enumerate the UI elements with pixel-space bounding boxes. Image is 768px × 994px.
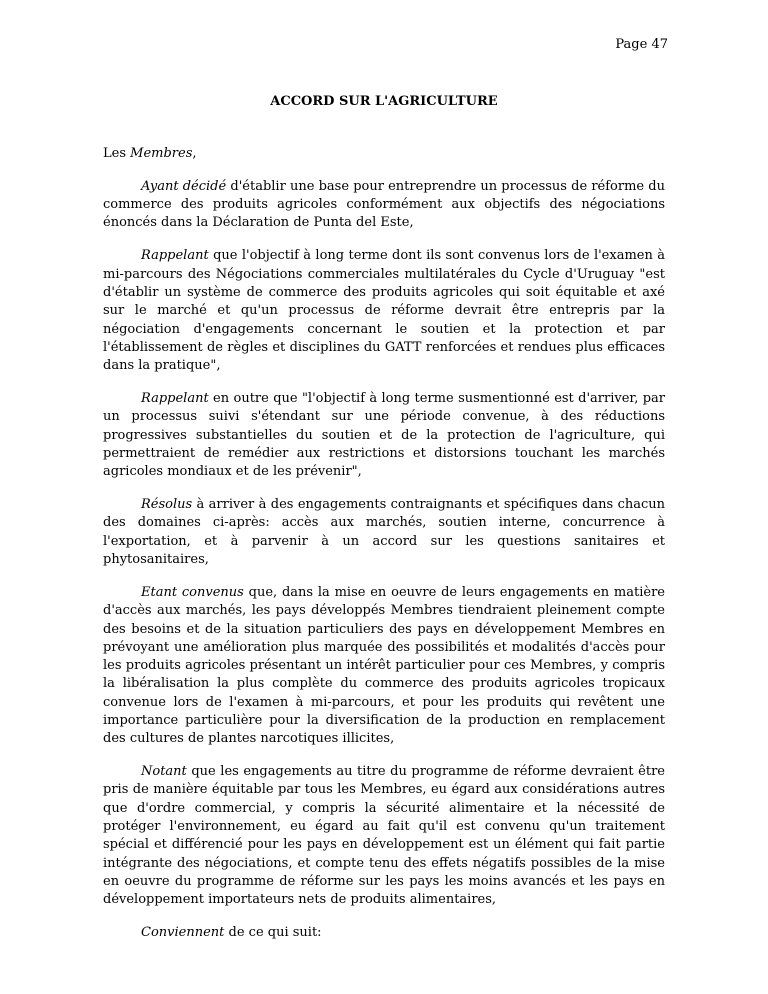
preamble-paragraph [103,496,665,569]
paragraph-text: de ce qui suit: [224,925,322,941]
preamble-paragraph [103,763,665,909]
paragraph-text: que l'objectif à long terme dont ils sont convenus lors de l'examen à mi-parcours des Négociations commerciales multilatérales du Cycle d'Uruguay "est d'établir un système de commerce des produits agricoles qui soit équitable et axé sur le marché et qu'un processus de réforme devrait être entrepris par la négociation d'engagements concernant le soutien et la protection et par l'établissement de règles et disciplines du GATT renforcées et rendues plus efficaces dans la pratique", [103,248,665,374]
document-title [0,94,768,109]
paragraph-keyword: Rappelant [141,391,209,407]
opening-keyword: Membres [130,146,193,161]
opening-suffix: , [192,146,197,161]
paragraph-text: à arriver à des engagements contraignants et spécifiques dans chacun des domaines ci-après: accès aux marchés, soutien interne, concurrence à l'exportation, et à parvenir à un accord sur les questions sanitaires et phytosanitaires, [103,497,665,568]
paragraph-keyword: Rappelant [141,248,209,264]
page-number: Page 47 [615,37,668,52]
preamble-paragraph [103,584,665,749]
paragraph-keyword: Résolus [141,497,193,513]
paragraph-keyword: Conviennent [141,925,225,941]
document-title-text: ACCORD SUR L'AGRICULTURE [270,94,498,109]
opening-line [103,145,665,163]
preamble-paragraph [103,247,665,375]
paragraph-text: que les engagements au titre du programme de réforme devraient être pris de manière équitable par tous les Membres, eu égard aux considérations autres que d'ordre commercial, y compris la sécurité alimentaire et la nécessité de protéger l'environnement, eu égard au fait qu'il est convenu qu'un traitement spécial et différencié pour les pays en développement est un élément qui fait partie intégrante des négociations, et compte tenu des effets négatifs possibles de la mise en oeuvre du programme de réforme sur les pays les moins avancés et les pays en développement importateurs nets de produits alimentaires, [103,764,665,908]
document-body [103,145,665,957]
paragraph-text: que, dans la mise en oeuvre de leurs engagements en matière d'accès aux marchés, les pays développés Membres tiendraient pleinement compte des besoins et de la situation particuliers des pays en développement Membres en prévoyant une amélioration plus marquée des possibilités et modalités d'accès pour les produits agricoles présentant un intérêt particulier pour ces Membres, y compris la libéralisation la plus complète du commerce des produits agricoles tropicaux convenue lors de l'examen à mi-parcours, et pour les produits qui revêtent une importance particulière pour la diversification de la production en remplacement des cultures de plantes narcotiques illicites, [103,584,665,747]
preamble-paragraph [103,390,665,481]
closing-paragraph [103,924,665,942]
paragraph-text: d'établir une base pour entreprendre un processus de réforme du commerce des produits agricoles conformément aux objectifs des négociations énoncés dans la Déclaration de Punta del Este, [103,178,665,231]
paragraph-text: en outre que "l'objectif à long terme susmentionné est d'arriver, par un processus suivi s'étendant sur une période convenue, à des réductions progressives substantielles du soutien et de la protection de l'agriculture, qui permettraient de remédier aux restrictions et distorsions touchant les marchés agricoles mondiaux et de les prévenir", [103,391,665,480]
paragraph-keyword: Etant convenus [141,584,244,600]
opening-prefix: Les [103,146,131,161]
preamble-paragraph [103,178,665,233]
paragraph-keyword: Notant [141,764,187,780]
paragraph-keyword: Ayant décidé [141,178,227,194]
